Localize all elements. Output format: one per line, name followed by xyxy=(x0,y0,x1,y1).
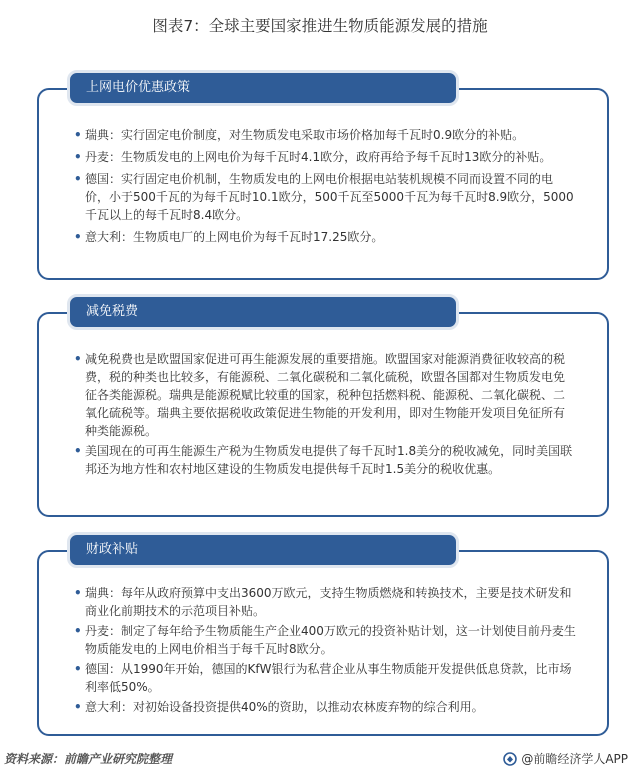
brand-credit xyxy=(503,750,628,767)
list-item: • 美国现在的可再生能源生产税为生物质发电提供了每千瓦时1.8美分的税收减免，同时美国联邦还为地方性和农村地区建设的生物质发电提供每千瓦时1.5美分的税收优惠。 xyxy=(74,442,576,478)
page-title: 图表7：全球主要国家推进生物质能源发展的措施 xyxy=(152,17,488,35)
brand-text: @前瞻经济学人APP xyxy=(521,752,628,766)
section-list-tax-relief xyxy=(74,350,576,480)
section-header-fiscal-subsidy: 财政补贴 xyxy=(67,532,459,568)
list-item: • 瑞典：实行固定电价制度，对生物质发电采取市场价格加每千瓦时0.9欧分的补贴。 xyxy=(74,126,576,144)
list-item: • 德国：实行固定电价机制，生物质发电的上网电价根据电站装机规模不同而设置不同的电价，小于500千瓦的为每千瓦时10.1欧分，500千瓦至5000千瓦为每千瓦时8.9欧分，5000千瓦以上的每千瓦时8.4欧分。 xyxy=(74,170,576,224)
list-item: • 意大利：生物质电厂的上网电价为每千瓦时17.25欧分。 xyxy=(74,228,576,246)
list-item: • 德国：从1990年开始，德国的KfW银行为私营企业从事生物质能开发提供低息贷款，比市场利率低50%。 xyxy=(74,660,576,696)
qianzhan-logo-icon xyxy=(503,752,517,766)
source-note: 资料来源：前瞻产业研究院整理 xyxy=(4,752,173,766)
section-header-tax-relief: 减免税费 xyxy=(67,294,459,330)
list-item: • 减免税费也是欧盟国家促进可再生能源发展的重要措施。欧盟国家对能源消费征收较高的税费，税的种类也比较多，有能源税、二氧化碳税和二氧化硫税，欧盟各国都对生物质发电免征各类能源税。瑞典是能源税赋比较重的国家，税种包括燃料税、能源税、二氧化碳税、二氧化硫税等。瑞典主要依据税收政策促进生物能的开发利用，即对生物能开发项目免征所有种类能源税。 xyxy=(74,350,576,440)
footer xyxy=(0,746,640,772)
list-item: • 意大利：对初始设备投资提供40%的资助，以推动农林废弃物的综合利用。 xyxy=(74,698,576,716)
list-item: • 丹麦：制定了每年给予生物质能生产企业400万欧元的投资补贴计划，这一计划使目前丹麦生物质能发电的上网电价相当于每千瓦时8欧分。 xyxy=(74,622,576,658)
list-item: • 瑞典：每年从政府预算中支出3600万欧元，支持生物质燃烧和转换技术，主要是技术研发和商业化前期技术的示范项目补贴。 xyxy=(74,584,576,620)
list-item: • 丹麦：生物质发电的上网电价为每千瓦时4.1欧分，政府再给予每千瓦时13欧分的补贴。 xyxy=(74,148,576,166)
section-list-feed-in-tariff xyxy=(74,126,576,250)
section-list-fiscal-subsidy xyxy=(74,584,576,718)
section-header-feed-in-tariff: 上网电价优惠政策 xyxy=(67,70,459,106)
